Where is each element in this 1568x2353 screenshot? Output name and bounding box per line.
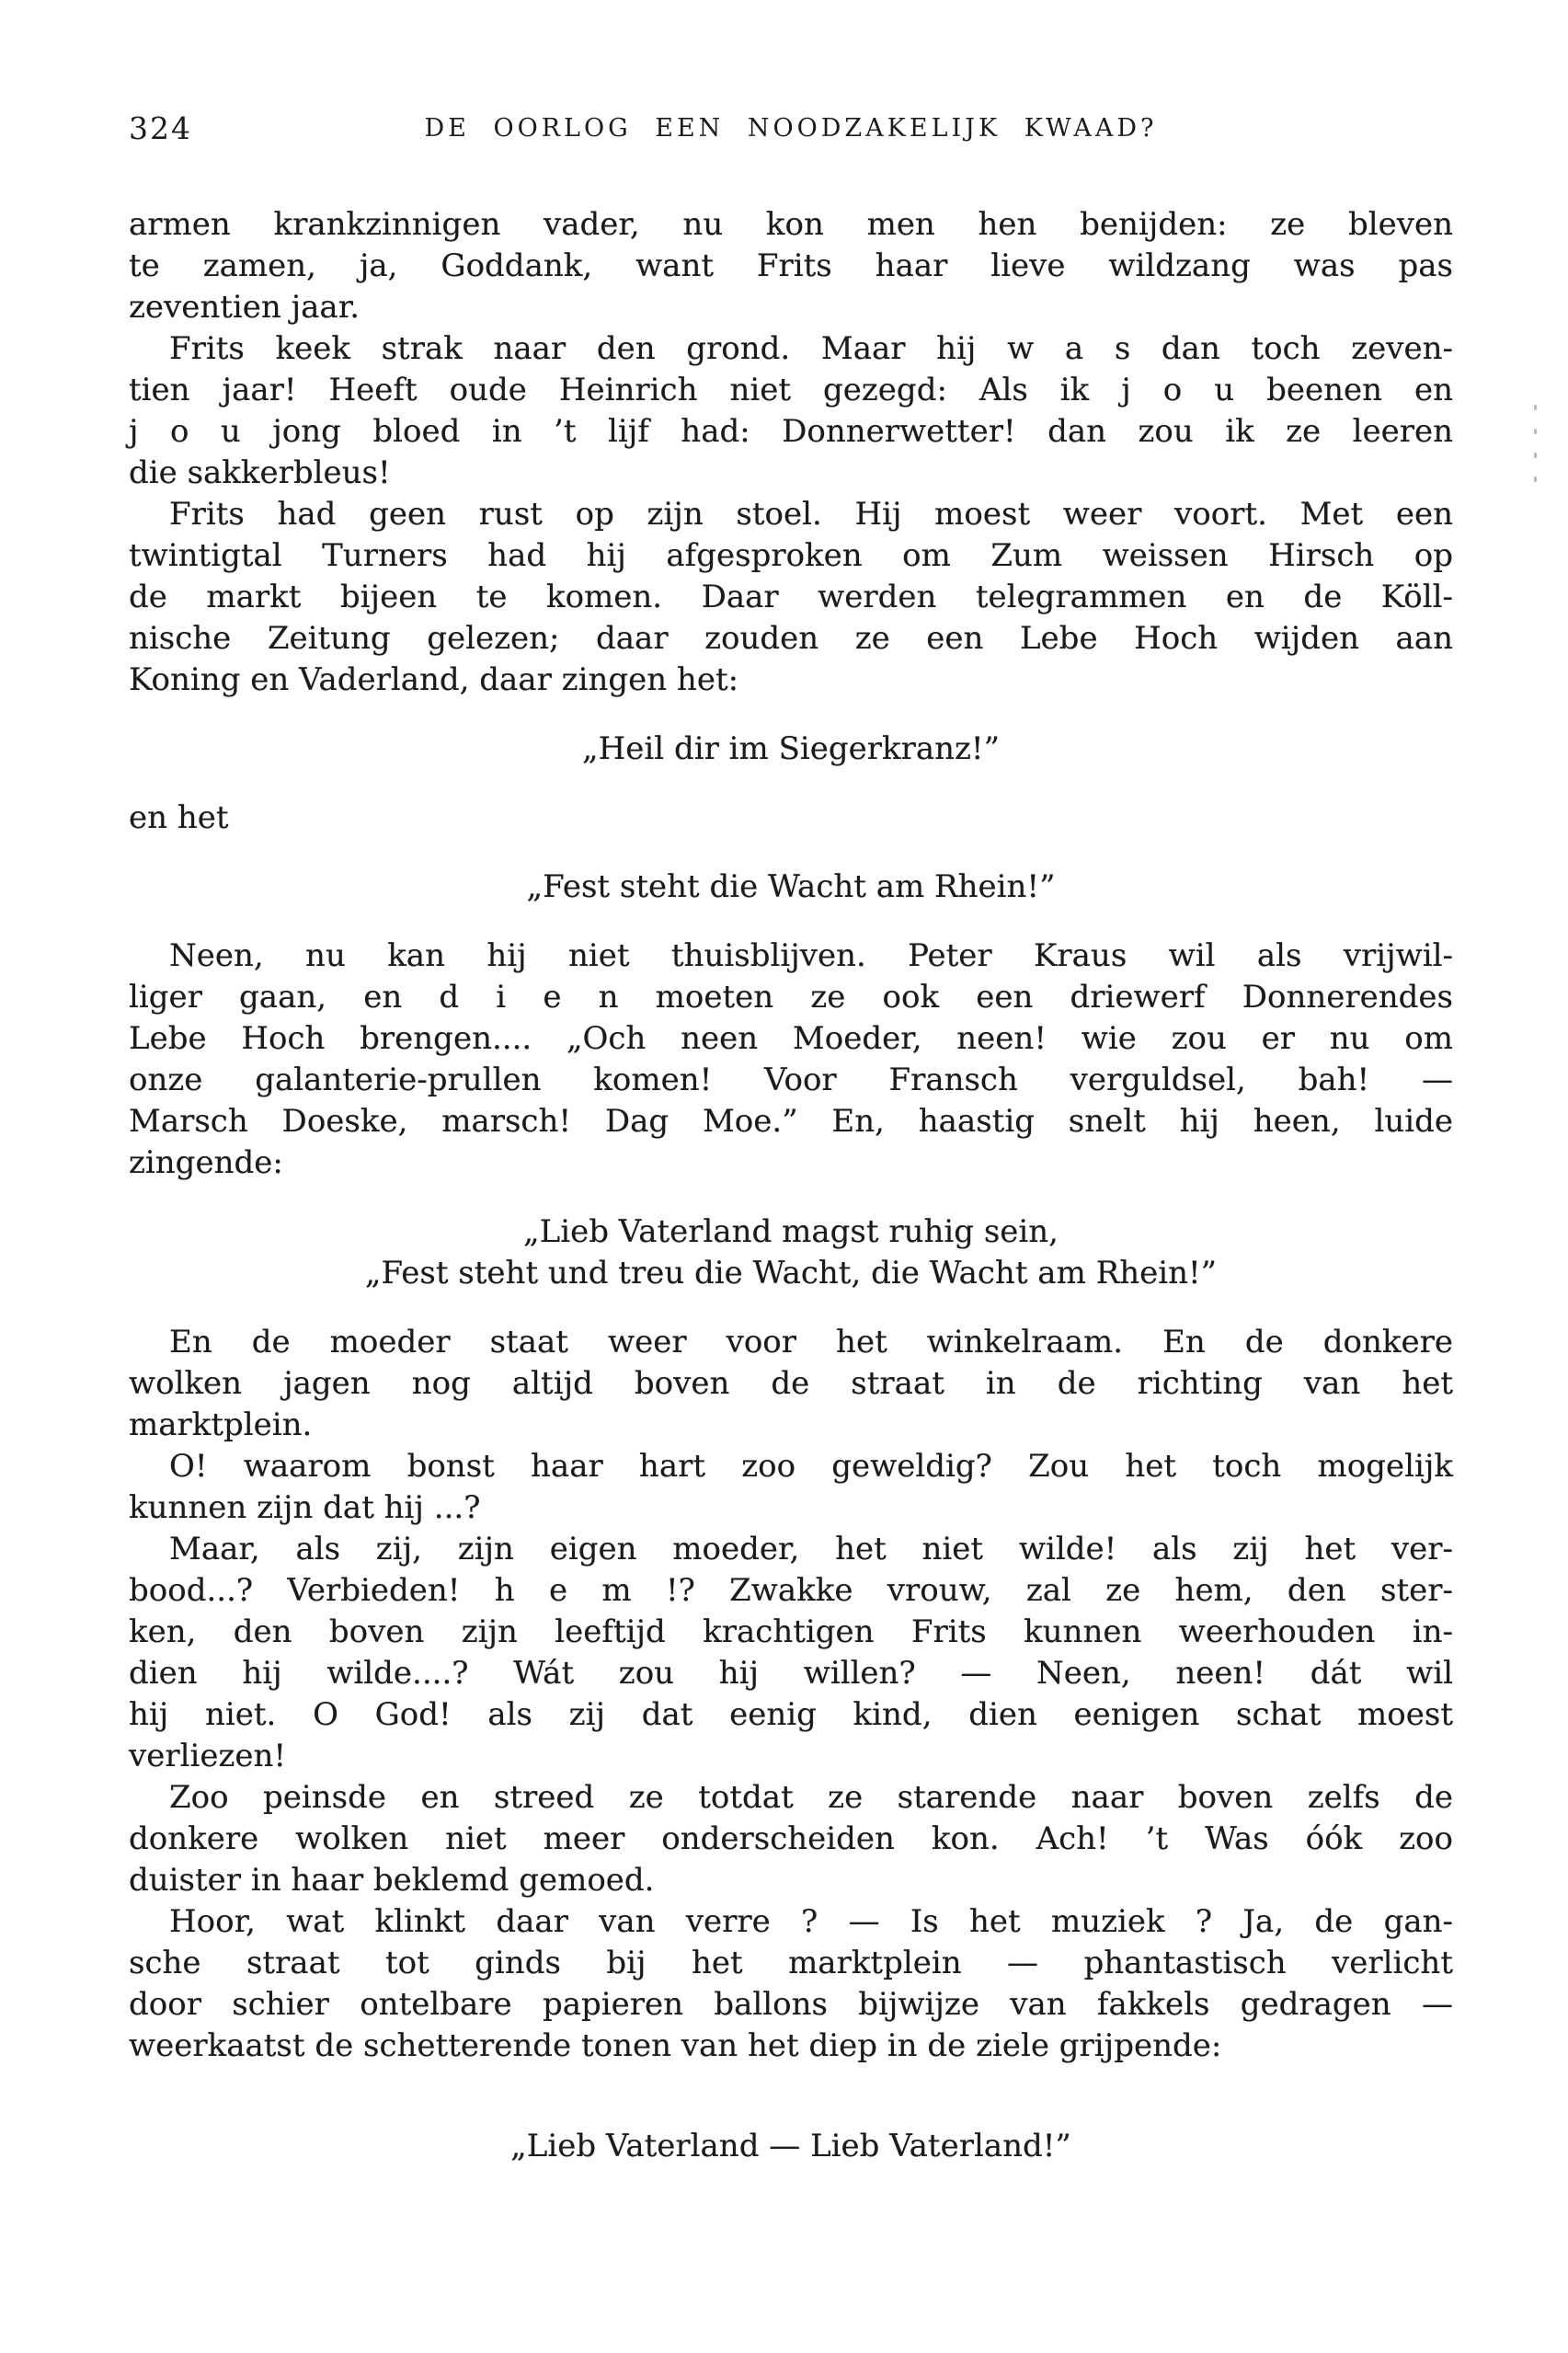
paragraph (129, 1446, 1453, 1529)
paragraph (129, 328, 1453, 494)
text-line: hij niet. O God! als zij dat eenig kind, dien eenigen schat moest (129, 1696, 1453, 1733)
text-line: donkere wolken niet meer onderscheiden kon. Ach! ’t Was óók zoo (129, 1820, 1453, 1857)
text-line: onze galanterie-prullen komen! Voor Fransch verguldsel, bah! — (129, 1062, 1453, 1098)
text-line: dien hij wilde....? Wát zou hij willen? — Neen, neen! dát wil (129, 1655, 1453, 1692)
scan-artifact-specks (1534, 405, 1539, 500)
text-line: „Fest steht und treu die Wacht, die Wacht am Rhein!” (364, 1255, 1218, 1291)
text-line: Marsch Doeske, marsch! Dag Moe.” En, haastig snelt hij heen, luide (129, 1103, 1453, 1140)
paragraph (129, 1322, 1453, 1446)
text-line: en het (129, 799, 229, 836)
text-line: twintigtal Turners had hij afgesproken om Zum weissen Hirsch op (129, 537, 1453, 574)
text-line: zingende: (129, 1144, 283, 1181)
text-line: O! waarom bonst haar hart zoo geweldig? Zou het toch mogelijk (169, 1448, 1453, 1485)
verse-block (129, 2126, 1453, 2167)
text-line: sche straat tot ginds bij het marktplein — phantastisch verlicht (129, 1945, 1453, 1981)
scan-speck (1534, 405, 1537, 410)
text-line: kunnen zijn dat hij ...? (129, 1489, 481, 1526)
verse-block (129, 729, 1453, 770)
text-line: Koning en Vaderland, daar zingen het: (129, 661, 739, 698)
page-number: 324 (129, 110, 192, 146)
text-line: verliezen! (129, 1738, 287, 1774)
verse-block (129, 1211, 1453, 1294)
text-line: Lebe Hoch brengen.... „Och neen Moeder, neen! wie zou er nu om (129, 1020, 1453, 1057)
text-line: En de moeder staat weer voor het winkelraam. En de donkere (169, 1324, 1453, 1360)
text-line: j o u jong bloed in ’t lijf had: Donnerwetter! dan zou ik ze leeren (129, 413, 1453, 450)
text-line: de markt bijeen te komen. Daar werden telegrammen en de Köll- (129, 579, 1453, 615)
text-line: wolken jagen nog altijd boven de straat in de richting van het (129, 1365, 1453, 1402)
text-line: „Lieb Vaterland — Lieb Vaterland!” (510, 2128, 1071, 2164)
scan-speck (1534, 429, 1537, 434)
text-line: nische Zeitung gelezen; daar zouden ze een Lebe Hoch wijden aan (129, 620, 1453, 657)
text-line: Frits keek strak naar den grond. Maar hij w a s dan toch zeven- (169, 330, 1453, 367)
text-line: Zoo peinsde en streed ze totdat ze starende naar boven zelfs de (169, 1779, 1453, 1816)
paragraph (129, 935, 1453, 1184)
text-line: duister in haar beklemd gemoed. (129, 1862, 655, 1899)
text-line: Neen, nu kan hij niet thuisblijven. Peter Kraus wil als vrijwil- (169, 937, 1453, 974)
paragraph (129, 204, 1453, 328)
paragraph (129, 494, 1453, 701)
text-line: marktplein. (129, 1406, 313, 1443)
text-line: die sakkerbleus! (129, 454, 391, 491)
text-line: liger gaan, en d i e n moeten ze ook een driewerf Donnerendes (129, 979, 1453, 1016)
paragraph (129, 1901, 1453, 2067)
paragraph (129, 1777, 1453, 1901)
text-line: Hoor, wat klinkt daar van verre ? — Is het muziek ? Ja, de gan- (169, 1903, 1453, 1940)
verse-block (129, 867, 1453, 908)
page-body (129, 204, 1453, 2167)
text-line: Maar, als zij, zijn eigen moeder, het niet wilde! als zij het ver- (169, 1531, 1453, 1567)
paragraph (129, 1529, 1453, 1777)
text-line: bood...? Verbieden! h e m !? Zwakke vrouw, zal ze hem, den ster- (129, 1572, 1453, 1609)
text-line: „Fest steht die Wacht am Rhein!” (526, 868, 1056, 905)
scan-speck (1534, 476, 1537, 482)
scan-speck (1534, 453, 1537, 458)
text-line: weerkaatst de schetterende tonen van het diep in de ziele grijpende: (129, 2027, 1222, 2064)
text-line: tien jaar! Heeft oude Heinrich niet gezegd: Als ik j o u beenen en (129, 372, 1453, 408)
text-line: armen krankzinnigen vader, nu kon men hen benijden: ze bleven (129, 206, 1453, 243)
text-line: „Lieb Vaterland magst ruhig sein, (523, 1213, 1059, 1250)
page-header (129, 109, 1453, 155)
text-line: ken, den boven zijn leeftijd krachtigen Frits kunnen weerhouden in- (129, 1613, 1453, 1650)
running-title: DE OORLOG EEN NOODZAKELIJK KWAAD? (424, 114, 1158, 143)
text-line: te zamen, ja, Goddank, want Frits haar lieve wildzang was pas (129, 247, 1453, 284)
text-line: door schier ontelbare papieren ballons bijwijze van fakkels gedragen — (129, 1986, 1453, 2023)
text-line: zeventien jaar. (129, 289, 361, 326)
text-line: „Heil dir im Siegerkranz!” (582, 730, 1000, 767)
text-line: Frits had geen rust op zijn stoel. Hij moest weer voort. Met een (169, 496, 1453, 533)
standalone-line (129, 798, 1453, 839)
